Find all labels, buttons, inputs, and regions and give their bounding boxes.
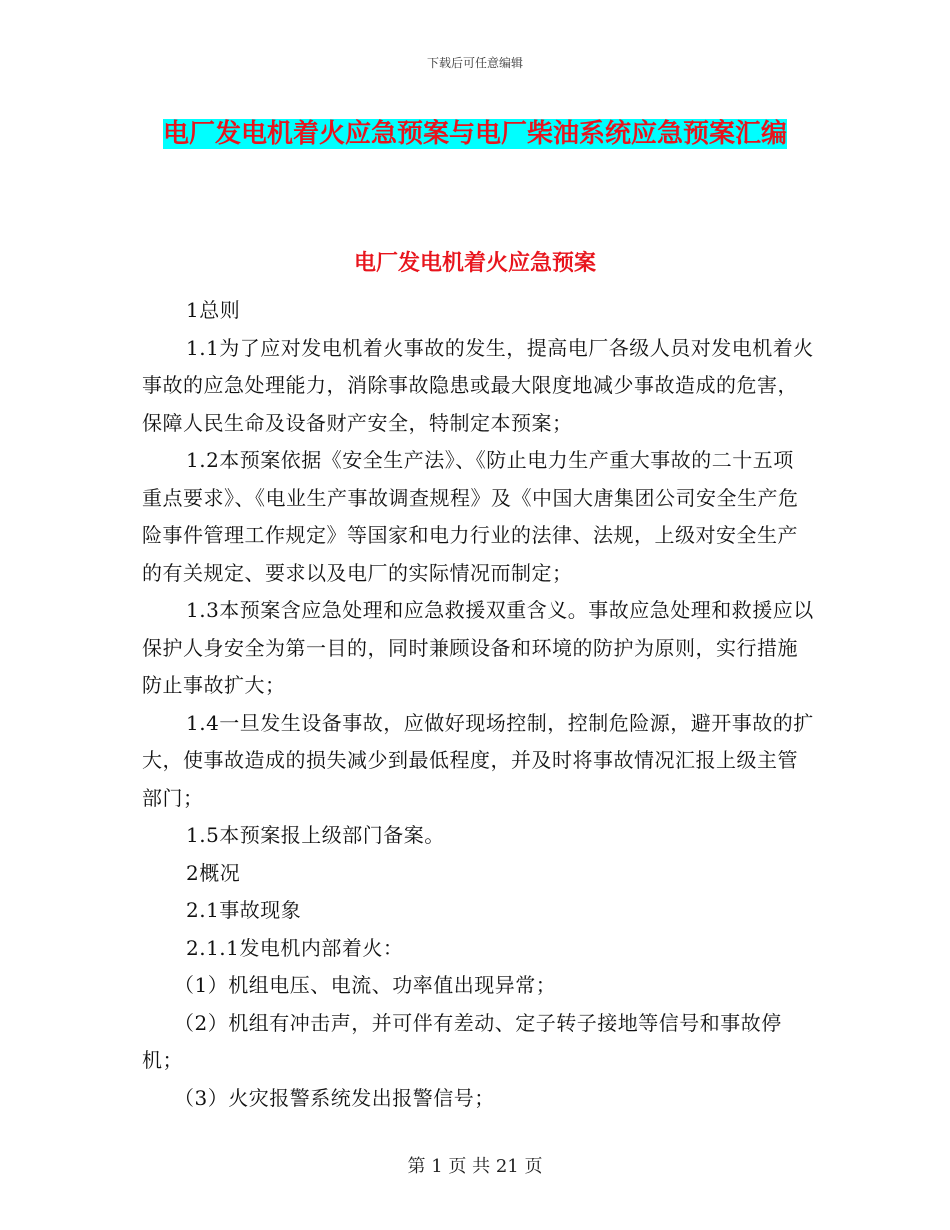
paragraph: 1.1为了应对发电机着火事故的发生，提高电厂各级人员对发电机着火事故的应急处理能力，消除事故隐患或最大限度地减少事故造成的危害，保障人民生命及设备财产安全，特制定本预案； (142, 335, 814, 435)
paragraph: 2.1事故现象 (186, 898, 302, 922)
page-footer: 第 1 页 共 21 页 (407, 1156, 543, 1177)
document-title-text: 电厂发电机着火应急预案与电厂柴油系统应急预案汇编 (162, 119, 787, 149)
paragraph: 2.1.1发电机内部着火： (186, 935, 404, 960)
paragraph: 1.4一旦发生设备事故，应做好现场控制，控制危险源，避开事故的扩大，使事故造成的损失减少到最低程度，并及时将事故情况汇报上级主管部门； (142, 710, 814, 810)
paragraph: 1.3本预案含应急处理和应急救援双重含义。事故应急处理和救援应以保护人身安全为第一目的，同时兼顾设备和环境的防护为原则，实行措施防止事故扩大； (142, 598, 814, 697)
paragraph: （3）火灾报警系统发出报警信号； (174, 1085, 495, 1110)
paragraph: 1.5本预案报上级部门备案。 (186, 823, 445, 847)
page-header-note: 下载后可任意编辑 (426, 56, 523, 70)
paragraph: 1总则 (186, 298, 241, 322)
paragraph: 1.2本预案依据《安全生产法》、《防止电力生产重大事故的二十五项重点要求》、《电业生产事故调查规程》及《中国大唐集团公司安全生产危险事件管理工作规定》等国家和电力行业的法律、法规，上级对安全生产的有关规定、要求以及电厂的实际情况而制定； (142, 448, 799, 585)
section-title: 电厂发电机着火应急预案 (353, 251, 596, 276)
document-title (140, 112, 810, 156)
paragraph: 2概况 (186, 860, 241, 885)
paragraph: （2）机组有冲击声，并可伴有差动、定子转子接地等信号和事故停机； (142, 1010, 782, 1072)
paragraph: （1）机组电压、电流、功率值出现异常； (174, 973, 557, 997)
document-body (142, 292, 814, 1117)
